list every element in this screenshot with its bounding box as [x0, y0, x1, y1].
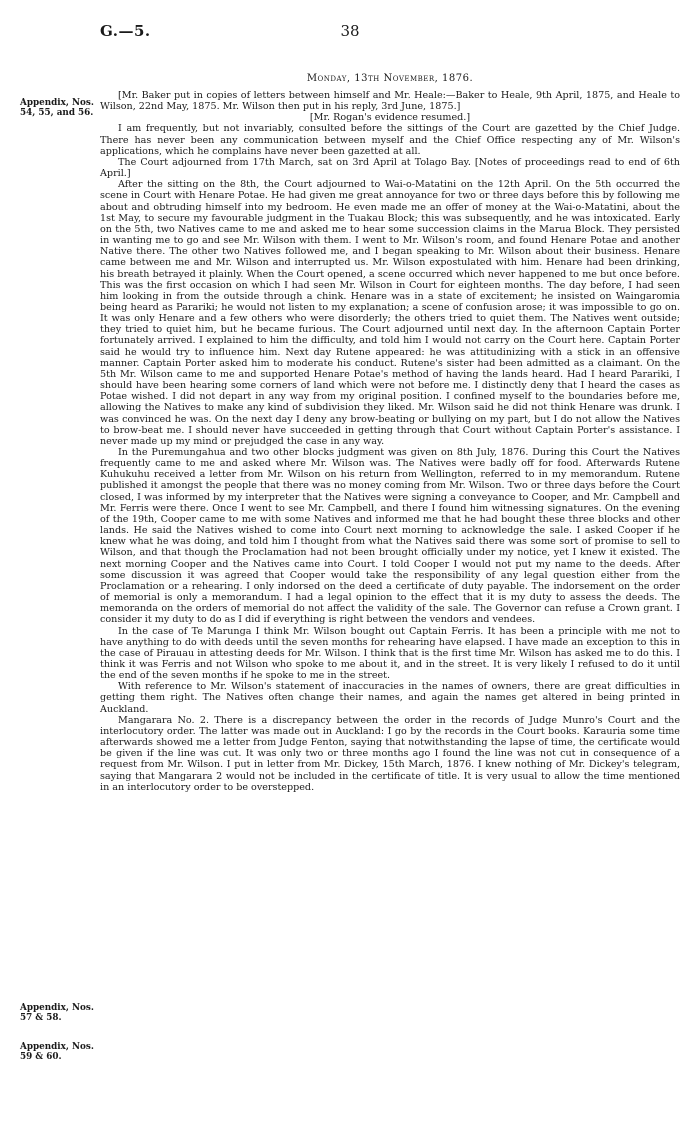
paragraph-inaccuracies: With reference to Mr. Wilson's statement of inaccuracies in the names of owners, there are great difficulties in getting them right. The Natives often change their names, and again the names get altered in being printed in Auckland.	[100, 681, 680, 715]
paragraph-puremungahua: In the Puremungahua and two other blocks judgment was given on 8th July, 1876. During this Court the Natives frequently came to me and asked where Mr. Wilson was. The Natives were badly off for food. Afterwards Rutene Kuhukuhu received a letter from Mr. Wilson on his return from Wellington, referred to in my memorandum. Rutene published it amongst the people that there was no money coming from Mr. Wilson. Two or three days before the Court closed, I was informed by my interpreter that the Natives were signing a conveyance to Cooper, and Mr. Campbell and Mr. Ferris were there. Once I went to see Mr. Campbell, and there I found him witnessing signatures. On the evening of the 19th, Cooper came to me with some Natives and informed me that he had bought these three blocks and other lands. He said the Natives wished to come into Court next morning to acknowledge the sale. I asked Cooper if he knew what he was doing, and told him I thought from what the Natives said there was some sort of promise to sell to Wilson, and that though the Proclamation had not been brought officially under my notice, yet I knew it existed. The next morning Cooper and the Natives came into Court. I told Cooper I would not put my name to the deeds. After some discussion it was agreed that Cooper would take the responsibility of any legal question either from the Proclamation or a rehearing. I only indorsed on the deed a certificate of duty payable. The indorsement on the order of memorial is only a memorandum. I had a legal opinion to the effect that it is my duty to assess the deeds. The memoranda on the orders of memorial do not affect the validity of the sale. The Governor can refuse a Crown grant. I consider it my duty to do as I did if everything is right between the vendors and vendees.	[100, 447, 680, 626]
document-body	[100, 90, 680, 793]
margin-note-appendix-57-58: Appendix, Nos. 57 & 58.	[20, 1003, 94, 1023]
paragraph-te-marunga: In the case of Te Marunga I think Mr. Wilson bought out Captain Ferris. It has been a principle with me not to have anything to do with deeds until the seven months for rehearing have elapsed. I have made an exception to this in the case of Pirauau in attesting deeds for Mr. Wilson. I think that is the first time Mr. Wilson has asked me to do this. I think it was Ferris and not Wilson who spoke to me about it, and in the street. It is very likely I refused to do it until the end of the seven months if he spoke to me in the street.	[100, 625, 680, 682]
paragraph-gazetting: I am frequently, but not invariably, consulted before the sittings of the Court are gazetted by the Chief Judge. There has never been any communication between myself and the Chief Office respecting any of Mr. Wilson's applications, which he complains have never been gazetted at all.	[100, 123, 680, 157]
paragraph-court-adjourned: The Court adjourned from 17th March, sat on 3rd April at Tolago Bay. [Notes of proceedings read to end of 6th April.]	[100, 156, 680, 180]
document-reference: G.—5.	[100, 22, 151, 40]
paragraph-henare-potae: After the sitting on the 8th, the Court adjourned to Wai-o-Matatini on the 12th April. On the 5th occurred the scene in Court with Henare Potae. He had given me great annoyance for two or three days before this by following me about and obtruding himself into my bedroom. He even made me an offer of money at the Wai-o-Matatini, about the 1st May, to secure my favourable judgment in the Tuakau Block; this was subsequently, and he was intoxicated. Early on the 5th, two Natives came to me and asked me to hear some succession claims in the Marua Block. They persisted in wanting me to go and see Mr. Wilson with them. I went to Mr. Wilson's room, and found Henare Potae and another Native there. The other two Natives followed me, and I began speaking to Mr. Wilson about their business. Henare came between me and Mr. Wilson and interrupted us. Mr. Wilson expostulated with him. Henare had been drinking, his breath betrayed it plainly. When the Court opened, a scene occurred which never happened to me but once before. This was the first occasion on which I had seen Mr. Wilson in Court for eighteen months. The day before, I had seen him looking in from the outside through a chink. Henare was in a state of excitement; he insisted on Waingaromia being heard as Parariki; he would not listen to my explanation; a scene of confusion arose; it was impossible to go on. It was only Henare and a few others who were disorderly; the others tried to quiet them. The Natives went outside; they tried to quiet him, but he became furious. The Court adjourned until next day. In the afternoon Captain Porter fortunately arrived. I explained to him the difficulty, and told him I would not carry on the Court here. Captain Porter said he would try to influence him. Next day Rutene appeared: he was attitudinizing with a stick in an offensive manner. Captain Porter asked him to moderate his conduct. Rutene's sister had been admitted as a claimant. On the 5th Mr. Wilson came to me and supported Henare Potae's method of having the lands heard. Had I heard Parariki, I should have been hearing some corners of land which were not before me. I distinctly deny that I heard the cases as Potae wished. I did not depart in any way from my original position. I confined myself to the boundaries before me, allowing the Natives to make any kind of subdivision they liked. Mr. Wilson said he did not think Henare was drunk. I was convinced he was. On the next day I deny any brow-beating or bullying on my part, but I do not allow the Natives to brow-beat me. I should never have succeeded in getting through that Court without Captain Porter's assistance. I never made up my mind or prejudged the case in any way.	[100, 179, 680, 447]
paragraph-evidence-resumed: [Mr. Rogan's evidence resumed.]	[309, 112, 471, 124]
paragraph-mangarara: Mangarara No. 2. There is a discrepancy between the order in the records of Judge Munro's Court and the interlocutory order. The latter was made out in Auckland: I go by the records in the Court books. Karauria some time afterwards showed me a letter from Judge Fenton, saying that notwithstanding the lapse of time, the certificate would be given if the line was cut. It was only two or three months ago I found the line was not cut in consequence of a request from Mr. Wilson. I put in letter from Mr. Dickey, 15th March, 1876. I knew nothing of Mr. Dickey's telegram, saying that Mangarara 2 would not be included in the certificate of title. It is very usual to allow the time mentioned in an interlocutory order to be overstepped.	[100, 714, 680, 793]
margin-note-appendix-54-56: Appendix, Nos. 54, 55, and 56.	[20, 98, 94, 118]
margin-note-appendix-59-60: Appendix, Nos. 59 & 60.	[20, 1042, 94, 1062]
date-heading: Monday, 13th November, 1876.	[306, 73, 474, 84]
paragraph-letters-put-in: [Mr. Baker put in copies of letters between himself and Mr. Heale:—Baker to Heale, 9th April, 1875, and Heale to Wilson, 22nd May, 1875. Mr. Wilson then put in his reply, 3rd June, 1875.]	[100, 90, 680, 113]
page-number: 38	[340, 22, 360, 40]
